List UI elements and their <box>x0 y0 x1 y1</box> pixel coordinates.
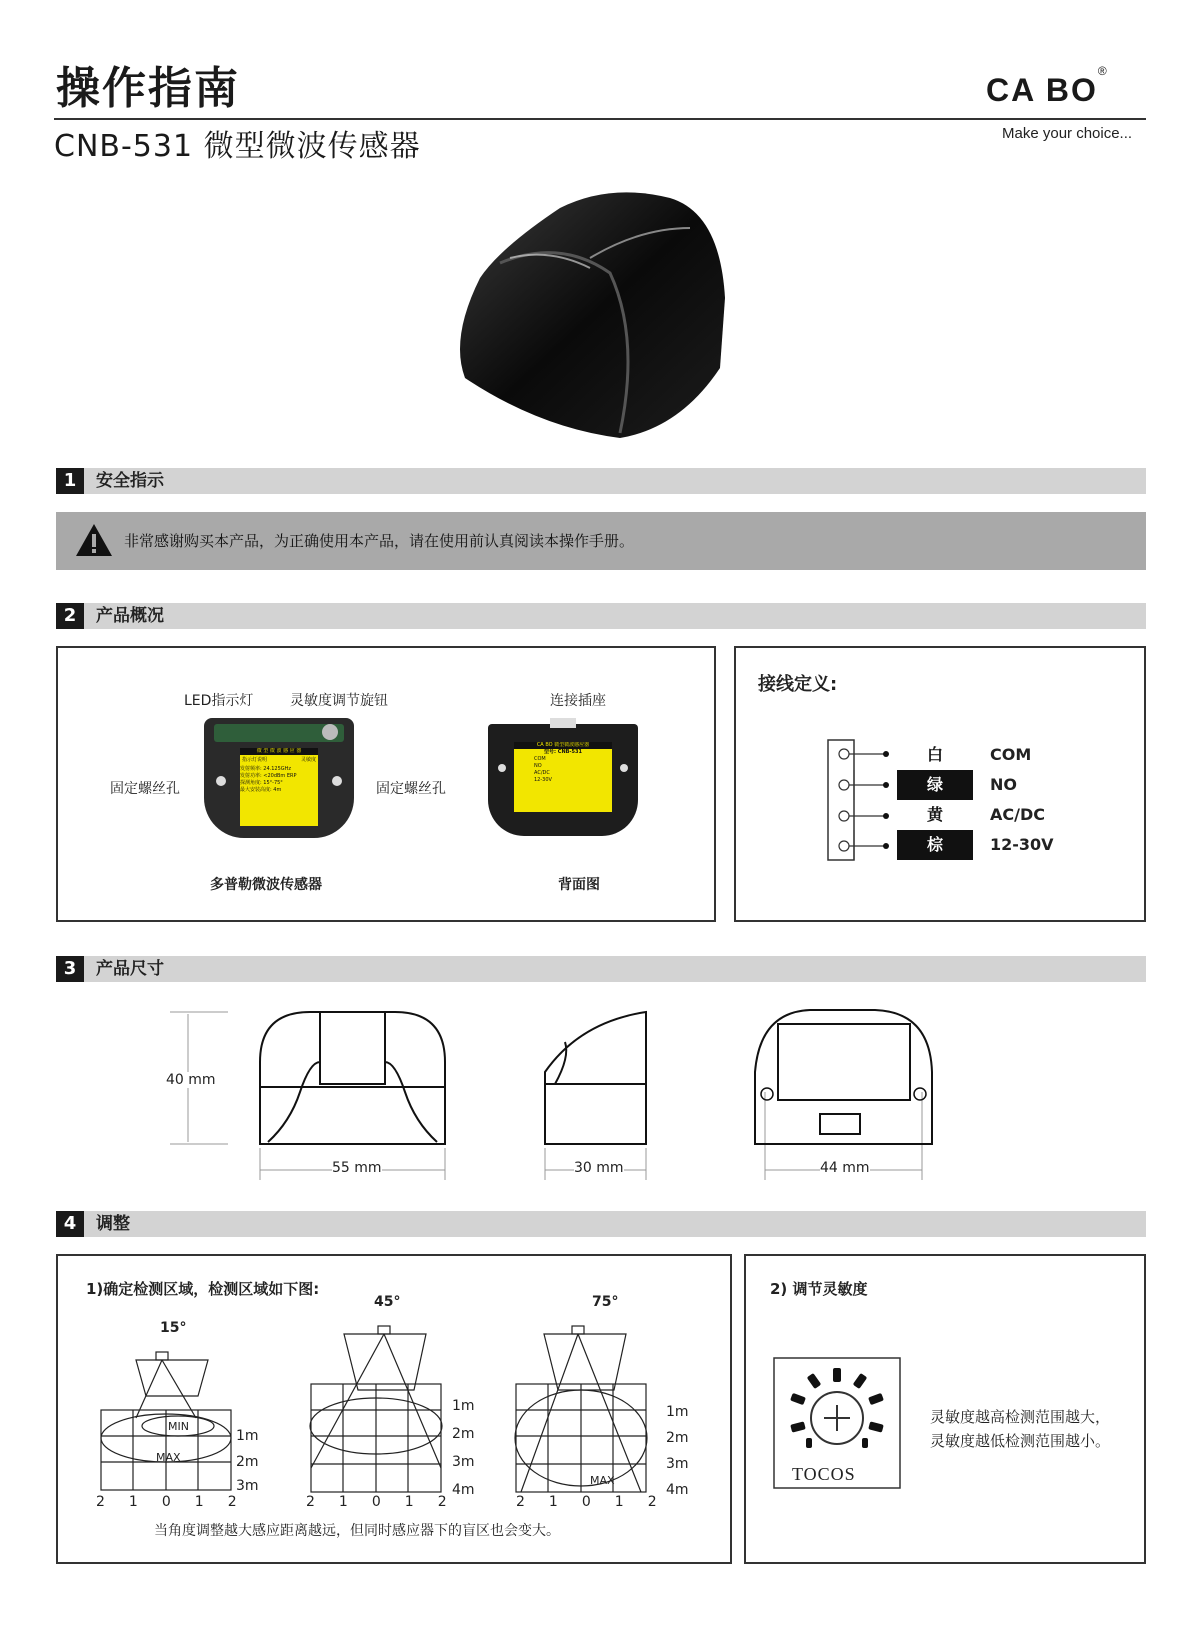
x-axis-d1 <box>96 1494 237 1510</box>
board-badge-led: 指示灯说明 <box>242 757 268 763</box>
logo-text: CA BO <box>986 72 1098 108</box>
x-tick: 2 <box>227 1494 237 1510</box>
x-tick: 2 <box>437 1494 447 1510</box>
angle-15-label: 15° <box>160 1320 187 1336</box>
board-title: 微 型 微 波 感 应 器 <box>240 748 318 755</box>
section-number: 3 <box>56 956 84 982</box>
section-label: 调整 <box>96 1214 130 1234</box>
back-model: 型号: CNB-531 <box>544 749 582 755</box>
sensor-back-view <box>488 724 638 836</box>
board-spec-4: 最大安装高度: 4m <box>240 787 282 793</box>
detection-zone-diagrams <box>96 1318 696 1518</box>
depth-2m-d2: 2m <box>452 1426 475 1442</box>
sensor-board-front <box>204 718 354 838</box>
socket-label: 连接插座 <box>550 693 606 709</box>
x-tick: 0 <box>581 1494 591 1510</box>
terminal-block-diagram <box>826 738 906 864</box>
section-label: 产品概况 <box>96 606 164 626</box>
x-tick: 1 <box>194 1494 204 1510</box>
wiring-title: 接线定义: <box>758 674 838 695</box>
knob-icon <box>322 724 338 740</box>
min-label: MIN <box>168 1420 189 1433</box>
section-header-overview <box>56 603 1146 629</box>
screw-hole-label-left: 固定螺丝孔 <box>110 781 180 797</box>
section-header-adjust <box>56 1211 1146 1237</box>
overview-panel <box>56 646 716 922</box>
board-spec-2: 发射功率: <20dBm ERP <box>240 773 297 779</box>
brand-logo <box>986 64 1109 109</box>
depth-3m-d2: 3m <box>452 1454 475 1470</box>
dim-width-front: 55 mm <box>332 1160 382 1176</box>
product-photo <box>440 188 770 448</box>
wire-color-green: 绿 <box>897 770 973 800</box>
wire-signal-no: NO <box>990 775 1017 794</box>
section-number: 4 <box>56 1211 84 1237</box>
max-label-3: MAX <box>590 1474 615 1487</box>
dim-width-side: 30 mm <box>574 1160 624 1176</box>
sens-title: 2) 调节灵敏度 <box>770 1280 868 1298</box>
warning-icon <box>74 522 114 558</box>
max-label-1: MAX <box>156 1451 181 1464</box>
x-tick: 1 <box>548 1494 558 1510</box>
depth-4m-d3: 4m <box>666 1482 689 1498</box>
back-caption: 背面图 <box>558 877 600 893</box>
screw-hole-left <box>216 776 226 786</box>
depth-3m-d1: 3m <box>236 1478 259 1494</box>
x-tick: 2 <box>96 1494 105 1510</box>
depth-2m-d1: 2m <box>236 1454 259 1470</box>
section-header-dimensions <box>56 956 1146 982</box>
x-tick: 0 <box>371 1494 381 1510</box>
back-wire-2: NO <box>534 763 542 769</box>
sensor-label-sticker <box>240 748 318 826</box>
board-spec-1: 发射频率: 24.125GHz <box>240 766 292 772</box>
screw-hole-label-right: 固定螺丝孔 <box>376 781 446 797</box>
back-hole-right <box>620 764 628 772</box>
depth-3m-d3: 3m <box>666 1456 689 1472</box>
back-wire-3: AC/DC <box>534 770 550 776</box>
wire-signal-voltage: 12-30V <box>990 835 1054 854</box>
screw-hole-right <box>332 776 342 786</box>
x-axis-d3 <box>516 1494 657 1510</box>
product-subtitle: CNB-531 微型微波传感器 <box>54 129 421 164</box>
knob-label: 灵敏度调节旋钮 <box>290 693 388 709</box>
wire-signal-com: COM <box>990 745 1032 764</box>
sens-line-2: 灵敏度越低检测范围越小。 <box>930 1432 1111 1450</box>
dimension-drawings <box>160 1002 960 1182</box>
back-label-sticker <box>514 742 612 812</box>
board-badge-sens: 灵敏度 <box>300 757 316 763</box>
sensitivity-panel <box>744 1254 1146 1564</box>
section-label: 产品尺寸 <box>96 959 164 979</box>
section-number: 1 <box>56 468 84 494</box>
depth-2m-d3: 2m <box>666 1430 689 1446</box>
depth-1m-d2: 1m <box>452 1398 475 1414</box>
wire-signal-acdc: AC/DC <box>990 805 1045 824</box>
x-tick: 0 <box>161 1494 171 1510</box>
knob-brand: TOCOS <box>792 1464 856 1484</box>
wire-color-white: 白 <box>897 740 973 770</box>
x-axis-d2 <box>306 1494 447 1510</box>
back-wire-1: COM <box>534 756 546 762</box>
x-tick: 1 <box>338 1494 348 1510</box>
angle-45-label: 45° <box>374 1294 401 1310</box>
header-divider <box>54 118 1146 120</box>
back-brand: CA BO 微型微波感应器 <box>514 742 612 749</box>
section-header-safety <box>56 468 1146 494</box>
angle-75-label: 75° <box>592 1294 619 1310</box>
zone-title: 1)确定检测区域，检测区域如下图: <box>86 1280 320 1298</box>
x-tick: 2 <box>647 1494 657 1510</box>
brand-tagline: Make your choice... <box>1002 125 1133 142</box>
section-label: 安全指示 <box>96 471 164 491</box>
dim-height: 40 mm <box>166 1072 216 1088</box>
registered-mark: ® <box>1097 64 1109 79</box>
front-caption: 多普勒微波传感器 <box>210 877 322 893</box>
back-wire-4: 12-30V <box>534 777 552 783</box>
x-tick: 1 <box>404 1494 414 1510</box>
connector-socket <box>550 718 576 728</box>
depth-4m-d2: 4m <box>452 1482 475 1498</box>
x-tick: 2 <box>306 1494 315 1510</box>
warning-text: 非常感谢购买本产品，为正确使用本产品，请在使用前认真阅读本操作手册。 <box>124 532 635 550</box>
board-spec-3: 探测角度: 15°-75° <box>240 780 283 786</box>
page-title: 操作指南 <box>56 63 240 114</box>
wire-color-yellow: 黄 <box>897 800 973 830</box>
depth-1m-d1: 1m <box>236 1428 259 1444</box>
section-number: 2 <box>56 603 84 629</box>
x-tick: 1 <box>614 1494 624 1510</box>
led-label: LED指示灯 <box>184 693 254 709</box>
safety-warning-banner <box>56 512 1146 570</box>
dim-width-back: 44 mm <box>820 1160 870 1176</box>
sens-line-1: 灵敏度越高检测范围越大， <box>930 1408 1111 1426</box>
x-tick: 1 <box>128 1494 138 1510</box>
wire-color-brown: 棕 <box>897 830 973 860</box>
depth-1m-d3: 1m <box>666 1404 689 1420</box>
x-tick: 2 <box>516 1494 525 1510</box>
zone-note: 当角度调整越大感应距离越远，但同时感应器下的盲区也会变大。 <box>154 1523 560 1539</box>
back-hole-left <box>498 764 506 772</box>
